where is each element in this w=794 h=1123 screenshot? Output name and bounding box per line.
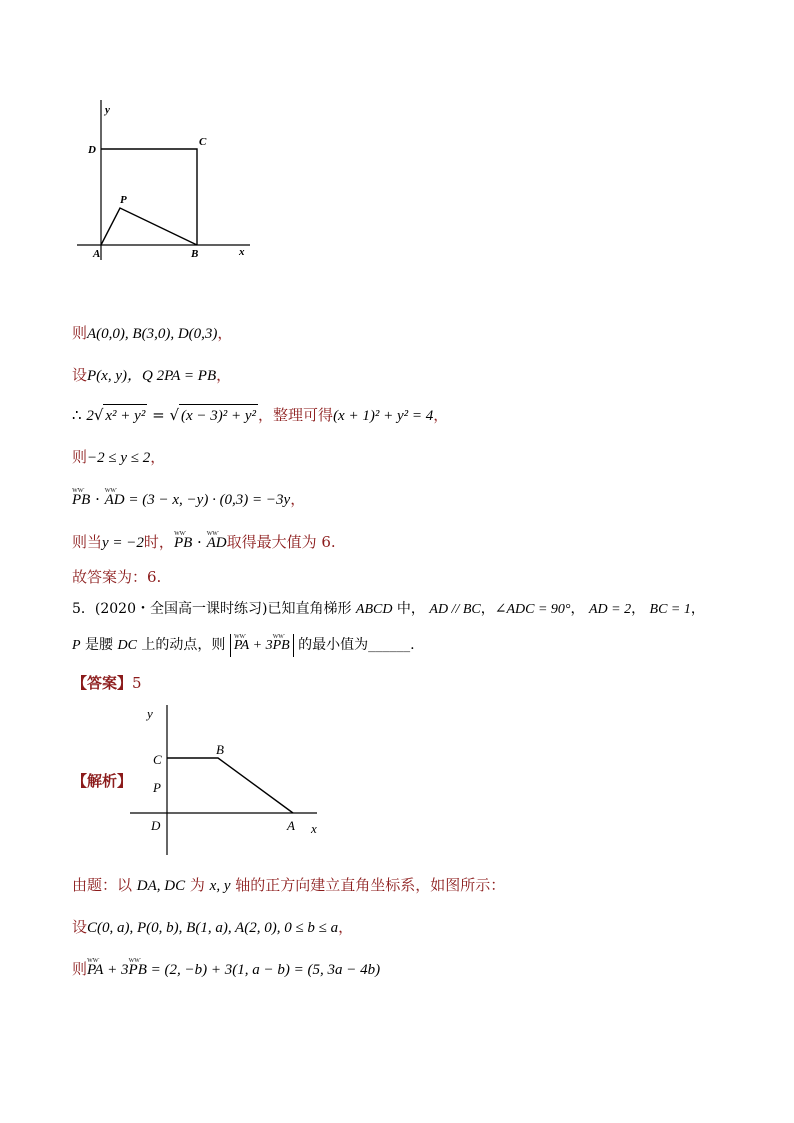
line-range: 则−2 ≤ y ≤ 2， <box>72 448 166 466</box>
line-coordinates: 则A(0,0), B(3,0), D(0,3)， <box>72 324 233 342</box>
line-set-p: 设P(x, y)，Q 2PA = PB， <box>72 366 232 384</box>
triangle-apb <box>101 208 197 245</box>
solution-line3: 则ⱳⱳ PA + 3ⱳⱳ PB = (2, −b) + 3(1, a − b) = (5, 3a − 4b) <box>72 958 380 981</box>
solution-line2: 设C(0, a), P(0, b), B(1, a), A(2, 0), 0 ≤ b ≤ a， <box>72 918 354 936</box>
label-p: P <box>153 780 161 795</box>
line-dot-product: ⱳⱳ PB · ⱳⱳ AD = (3 − x, −y) · (0,3) = −3y， <box>72 488 305 511</box>
label-c: C <box>199 136 207 148</box>
analysis-label: 【解析】 <box>72 772 133 790</box>
label-a: A <box>287 818 295 833</box>
label-x: x <box>239 246 245 258</box>
label-c: C <box>153 752 162 767</box>
line-max: 则当y = −2时，ⱳⱳ PB · ⱳⱳ AD取得最大值为 6. <box>72 531 336 554</box>
answer-value: 5 <box>132 674 142 692</box>
label-y: y <box>105 104 110 116</box>
figure-square-diagram <box>72 95 262 265</box>
trapezoid-cba <box>167 758 293 813</box>
label-a: A <box>93 248 101 260</box>
solution-line1: 由题：以 DA, DC 为 x, y 轴的正方向建立直角坐标系，如图所示： <box>72 876 506 894</box>
label-x: x <box>311 821 317 836</box>
question-5-line1: 5．(2020・全国高一课时练习)已知直角梯形 ABCD 中， AD // BC，∠ADC = 90°， AD = 2， BC = 1， <box>72 601 705 617</box>
label-b: B <box>191 248 199 260</box>
line-answer-6: 故答案为：6. <box>72 568 162 586</box>
label-d: D <box>88 144 96 156</box>
label-d: D <box>151 818 161 833</box>
label-p: P <box>120 194 127 206</box>
line-equation: ∴ 2√ x² + y² = √ (x − 3)² + y² ，整理可得(x + 1)² + y² = 4， <box>72 404 448 427</box>
label-b: B <box>216 742 224 757</box>
square-dcb <box>101 149 197 245</box>
figure-trapezoid-diagram <box>125 700 335 860</box>
label-y: y <box>147 706 153 721</box>
answer-line <box>72 672 142 694</box>
answer-label: 【答案】 <box>72 674 133 692</box>
question-5-line2: P 是腰 DC 上的动点，则 ⱳⱳ PA + 3ⱳⱳ PB 的最小值为______. <box>72 634 415 657</box>
